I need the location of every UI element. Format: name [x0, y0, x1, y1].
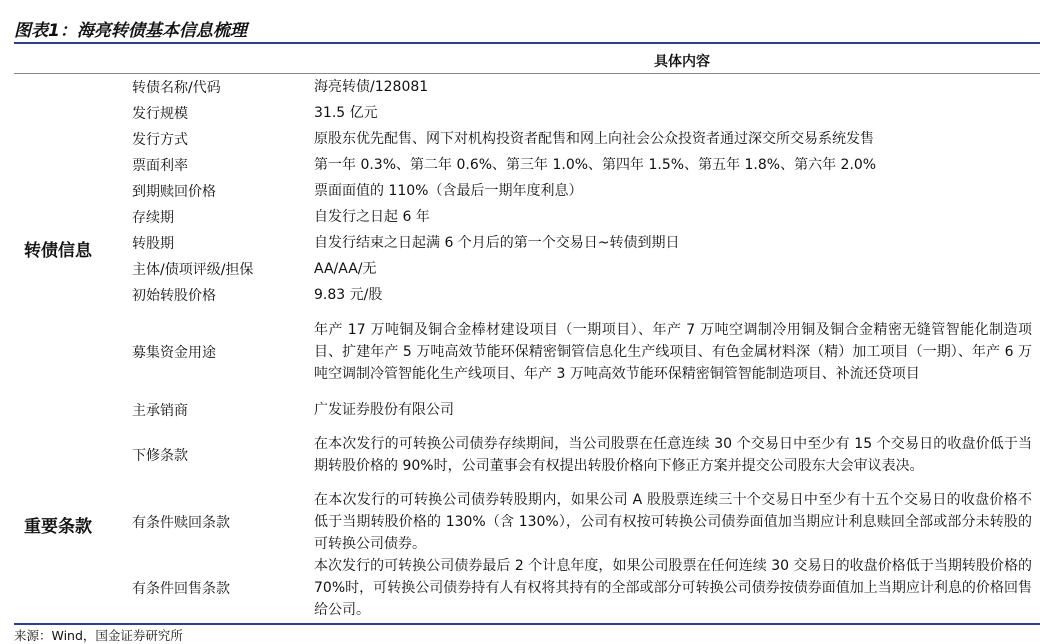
table-row — [132, 127, 1040, 151]
table-row — [132, 421, 1040, 489]
row-value: 原股东优先配售、网下对机构投资者配售和网上向社会公众投资者通过深交所交易系统发售 — [314, 131, 874, 147]
row-label: 转股期 — [132, 236, 174, 252]
row-value: 9.83 元/股 — [314, 287, 383, 303]
row-label: 主承销商 — [132, 403, 188, 419]
header-rule — [14, 73, 1040, 74]
row-label: 初始转股价格 — [132, 288, 216, 304]
table-row — [132, 231, 1040, 255]
table-row — [132, 101, 1040, 125]
figure-title: 图表1：海亮转债基本信息梳理 — [14, 21, 247, 41]
row-value: 本次发行的可转换公司债券最后 2 个计息年度，如果公司股票在任何连续 30 交易日的收盘价格低于当期转股价格的 70%时，可转换公司债券持有人有权将其持有的全部或部分可转换公司债券按债券面值加上当期应计利息的价格回售给公司。 — [314, 558, 1032, 618]
table-row — [132, 75, 1040, 99]
row-label: 转债名称/代码 — [132, 80, 221, 96]
row-label: 有条件回售条款 — [132, 581, 230, 597]
category-key-terms: 重要条款 — [24, 517, 92, 537]
row-label: 票面利率 — [132, 158, 188, 174]
table-row — [132, 179, 1040, 203]
bottom-rule — [14, 623, 1040, 625]
row-label: 募集资金用途 — [132, 345, 216, 361]
table-row — [132, 205, 1040, 229]
row-value: 海亮转债/128081 — [314, 79, 429, 95]
category-bond-info: 转债信息 — [24, 241, 92, 261]
row-label: 发行方式 — [132, 132, 188, 148]
row-label: 发行规模 — [132, 106, 188, 122]
table-row — [132, 283, 1040, 307]
table-row — [132, 307, 1040, 397]
row-value: 在本次发行的可转换公司债券存续期间，当公司股票在任意连续 30 个交易日中至少有 15 个交易日的收盘价低于当期转股价格的 90%时，公司董事会有权提出转股价格向下修正方案并提交公司股东大会审议表决。 — [314, 436, 1032, 474]
row-value: AA/AA/无 — [314, 261, 377, 277]
table-header — [14, 49, 1040, 73]
table-row — [132, 257, 1040, 281]
row-label: 下修条款 — [132, 448, 188, 464]
table-row — [132, 398, 1040, 422]
row-value: 自发行结束之日起满 6 个月后的第一个交易日~转债到期日 — [314, 235, 680, 251]
row-value: 广发证券股份有限公司 — [314, 402, 454, 418]
row-value: 第一年 0.3%、第二年 0.6%、第三年 1.0%、第四年 1.5%、第五年 1.8%、第六年 2.0% — [314, 157, 877, 173]
row-label: 到期赎回价格 — [132, 184, 216, 200]
source-note: 来源：Wind，国金证券研究所 — [14, 628, 183, 643]
row-value: 票面面值的 110%（含最后一期年度利息） — [314, 183, 583, 199]
row-value: 自发行之日起 6 年 — [314, 209, 430, 225]
table-row — [132, 153, 1040, 177]
row-value: 31.5 亿元 — [314, 105, 378, 121]
table-row — [132, 554, 1040, 622]
row-value: 年产 17 万吨铜及铜合金棒材建设项目（一期项目）、年产 7 万吨空调制冷用铜及铜合金精密无缝管智能化制造项目、扩建年产 5 万吨高效节能环保精密铜管信息化生产线项目、有色金属材料深（精）加工项目（一期）、年产 6 万吨空调制冷管智能化生产线项目、年产 3 万吨高效节能环保精密铜管智能制造项目、补流还贷项目 — [314, 322, 1032, 382]
row-value: 在本次发行的可转换公司债券转股期内，如果公司 A 股股票连续三十个交易日中至少有十五个交易日的收盘价格不低于当期转股价格的 130%（含 130%），公司有权按可转换公司债券面值加当期应计利息赎回全部或部分未转股的可转换公司债券。 — [314, 492, 1032, 552]
top-rule — [14, 42, 1040, 44]
row-label: 主体/债项评级/担保 — [132, 262, 254, 278]
header-content-label: 具体内容 — [654, 54, 710, 70]
row-label: 有条件赎回条款 — [132, 515, 230, 531]
table-row — [132, 488, 1040, 556]
row-label: 存续期 — [132, 210, 174, 226]
